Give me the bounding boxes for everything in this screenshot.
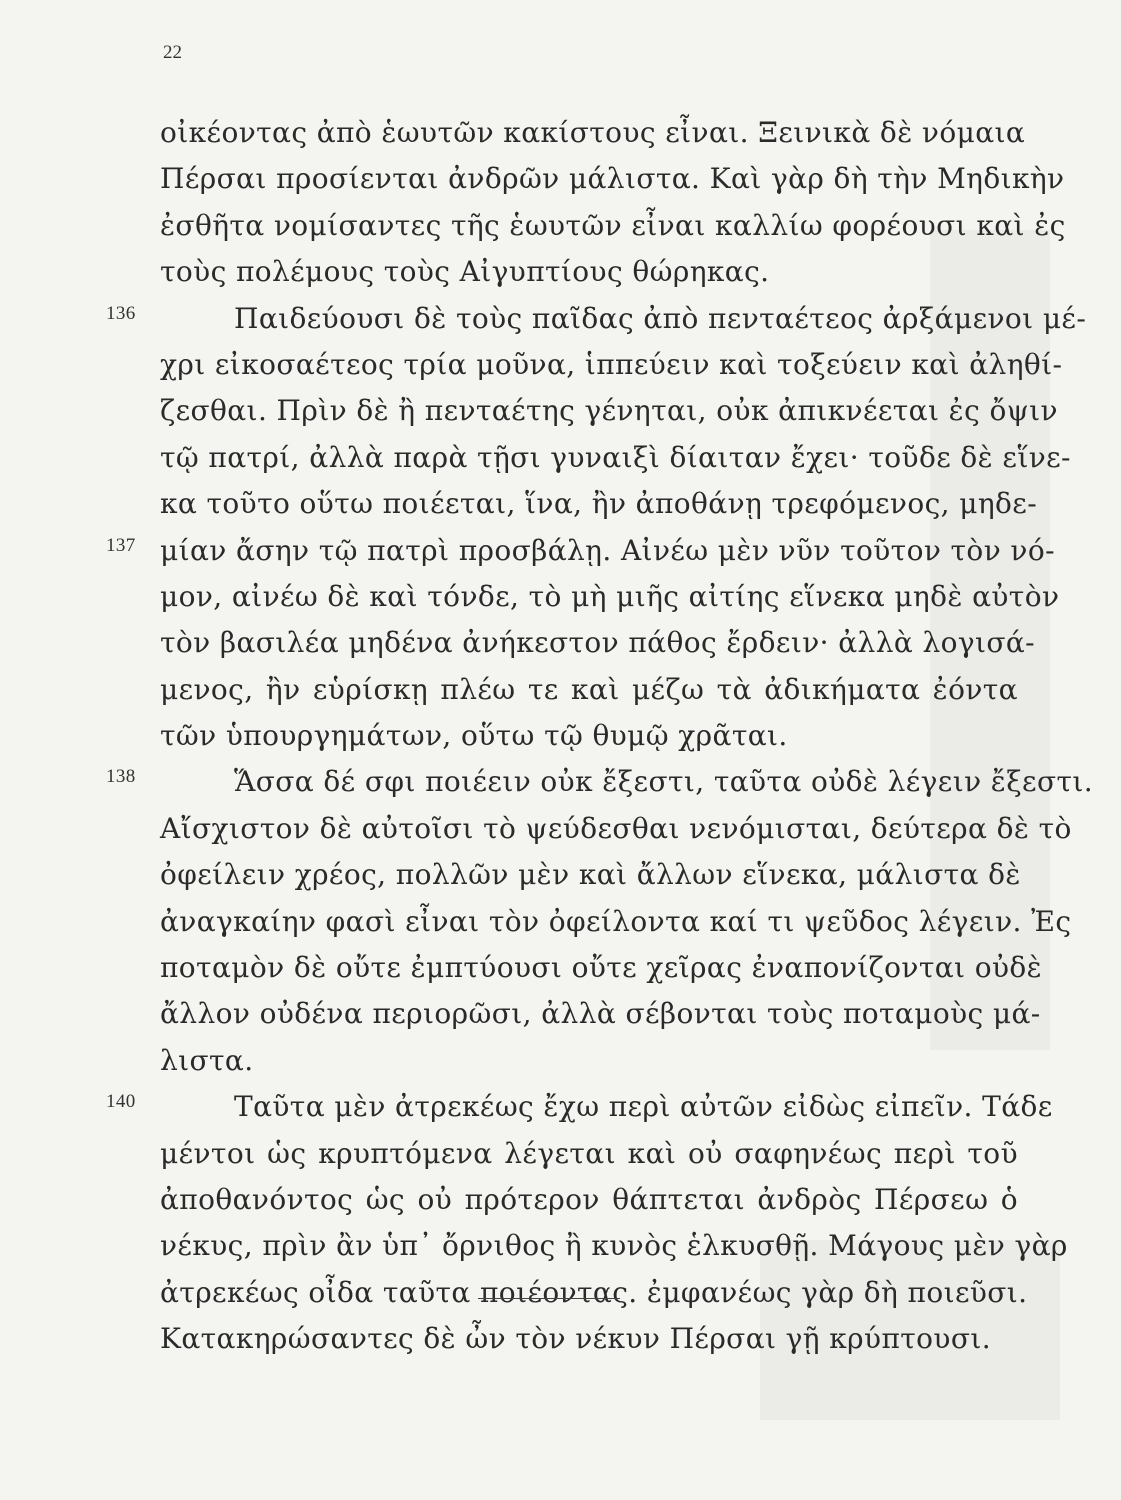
- text-line-content: ζεσθαι. Πρὶν δὲ ἢ πενταέτης γένηται, οὐκ ἀπικνέεται ἐς ὄψιν: [160, 394, 1058, 428]
- text-line-content: τὸν βασιλέα μηδένα ἀνήκεστον πάθος ἔρδειν· ἀλλὰ λογισά-: [160, 626, 1036, 660]
- text-line-content: τοὺς πολέμους τοὺς Αἰγυπτίους θώρηκας.: [160, 255, 770, 289]
- text-line: [160, 713, 1018, 759]
- section-separator-rule: [478, 1298, 620, 1299]
- text-line-content: ἀναγκαίην φασὶ εἶναι τὸν ὀφείλοντα καί τι ψεῦδος λέγειν. Ἐς: [160, 904, 1072, 938]
- text-line: [160, 388, 1058, 434]
- text-line-content: Κατακηρώσαντες δὲ ὦν τὸν νέκυν Πέρσαι γῇ κρύπτουσι.: [160, 1322, 992, 1356]
- text-line-content: ὀφείλειν χρέος, πολλῶν μὲν καὶ ἄλλων εἵνεκα, μάλιστα δὲ: [160, 858, 1021, 892]
- text-line: [160, 342, 1063, 388]
- page-number: 22: [163, 42, 182, 63]
- text-line: [160, 1177, 1018, 1223]
- text-line-content: μενος, ἢν εὑρίσκῃ πλέω τε καὶ μέζω τὰ ἀδικήματα ἐόντα: [160, 672, 1018, 706]
- text-line-content: Παιδεύουσι δὲ τοὺς παῖδας ἀπὸ πενταέτεος ἀρξάμενοι μέ-: [234, 301, 1087, 335]
- chapter-margin-number: 136: [106, 302, 136, 324]
- text-line-content: Ἅσσα δέ σφι ποιέειν οὐκ ἔξεστι, ταῦτα οὐδὲ λέγειν ἔξεστι.: [234, 765, 1094, 799]
- text-line: [160, 991, 1041, 1037]
- text-line: [160, 1038, 1018, 1084]
- text-line-content: μέντοι ὡς κρυπτόμενα λέγεται καὶ οὐ σαφηνέως περὶ τοῦ: [160, 1136, 1018, 1170]
- text-line-content: μίαν ἄσην τῷ πατρὶ προσβάλῃ. Αἰνέω μὲν νῦν τοῦτον τὸν νό-: [160, 533, 1055, 567]
- text-line-content: τῶν ὑπουργημάτων, οὕτω τῷ θυμῷ χρᾶται.: [160, 719, 788, 753]
- text-line: [160, 945, 1043, 991]
- text-line: [106, 296, 1087, 342]
- text-line-content: οἰκέοντας ἀπὸ ἑωυτῶν κακίστους εἶναι. Ξεινικὰ δὲ νόμαια: [160, 116, 1026, 149]
- text-line-content: νέκυς, πρὶν ἂν ὑπ᾽ ὄρνιθος ἢ κυνὸς ἑλκυσθῇ. Μάγους μὲν γὰρ: [160, 1229, 1068, 1263]
- text-line: [160, 1316, 1018, 1362]
- text-line-content: Ταῦτα μὲν ἀτρεκέως ἔχω περὶ αὐτῶν εἰδὼς εἰπεῖν. Τάδε: [234, 1090, 1053, 1124]
- text-line: [160, 481, 1038, 527]
- text-line-content: λιστα.: [160, 1043, 254, 1077]
- text-line-content: ἐσθῆτα νομίσαντες τῆς ἑωυτῶν εἶναι καλλίω φορέουσι καὶ ἐς: [160, 208, 1066, 242]
- text-line: [160, 203, 1066, 249]
- text-line: [160, 1270, 1028, 1316]
- text-line: [160, 110, 1026, 156]
- text-line-content: μον, αἰνέω δὲ καὶ τόνδε, τὸ μὴ μιῆς αἰτίης εἵνεκα μηδὲ αὐτὸν: [160, 579, 1060, 613]
- text-line-content: Αἴσχιστον δὲ αὐτοῖσι τὸ ψεύδεσθαι νενόμισται, δεύτερα δὲ τὸ: [160, 811, 1072, 845]
- text-line-content: ἀποθανόντος ὡς οὐ πρότερον θάπτεται ἀνδρὸς Πέρσεω ὁ: [160, 1182, 1018, 1216]
- text-line: [106, 528, 1055, 574]
- text-line: [106, 1084, 1053, 1130]
- text-line: [106, 759, 1094, 805]
- text-line-content: ἄλλον οὐδένα περιορῶσι, ἀλλὰ σέβονται τοὺς ποταμοὺς μά-: [160, 997, 1041, 1031]
- chapter-margin-number: 140: [106, 1091, 136, 1113]
- text-line-content: ἀτρεκέως οἶδα ταῦτα ποιέοντας. ἐμφανέως γὰρ δὴ ποιεῦσι.: [160, 1275, 1028, 1309]
- text-line: [160, 667, 1018, 713]
- text-line-content: χρι εἰκοσαέτεος τρία μοῦνα, ἱππεύειν καὶ τοξεύειν καὶ ἀληθί-: [160, 347, 1063, 381]
- text-line: [160, 156, 1065, 202]
- text-line: [160, 574, 1060, 620]
- text-line-content: Πέρσαι προσίενται ἀνδρῶν μάλιστα. Καὶ γὰρ δὴ τὴν Μηδικὴν: [160, 162, 1065, 196]
- chapter-margin-number: 137: [106, 534, 136, 556]
- text-line: [160, 852, 1021, 898]
- text-line: [160, 1223, 1068, 1269]
- text-line: [160, 806, 1072, 852]
- text-line: [160, 1131, 1018, 1177]
- text-line: [160, 899, 1072, 945]
- text-line-content: ποταμὸν δὲ οὔτε ἐμπτύουσι οὔτε χεῖρας ἐναπονίζονται οὐδὲ: [160, 951, 1043, 985]
- body-text: [106, 110, 1094, 1363]
- text-line-content: κα τοῦτο οὕτω ποιέεται, ἵνα, ἢν ἀποθάνῃ τρεφόμενος, μηδε-: [160, 487, 1038, 521]
- text-line: [160, 435, 1071, 481]
- text-line-content: τῷ πατρί, ἀλλὰ παρὰ τῇσι γυναιξὶ δίαιταν ἔχει· τοῦδε δὲ εἵνε-: [160, 440, 1071, 474]
- text-line: [160, 620, 1036, 666]
- chapter-margin-number: 138: [106, 766, 136, 788]
- text-line: [160, 249, 1018, 295]
